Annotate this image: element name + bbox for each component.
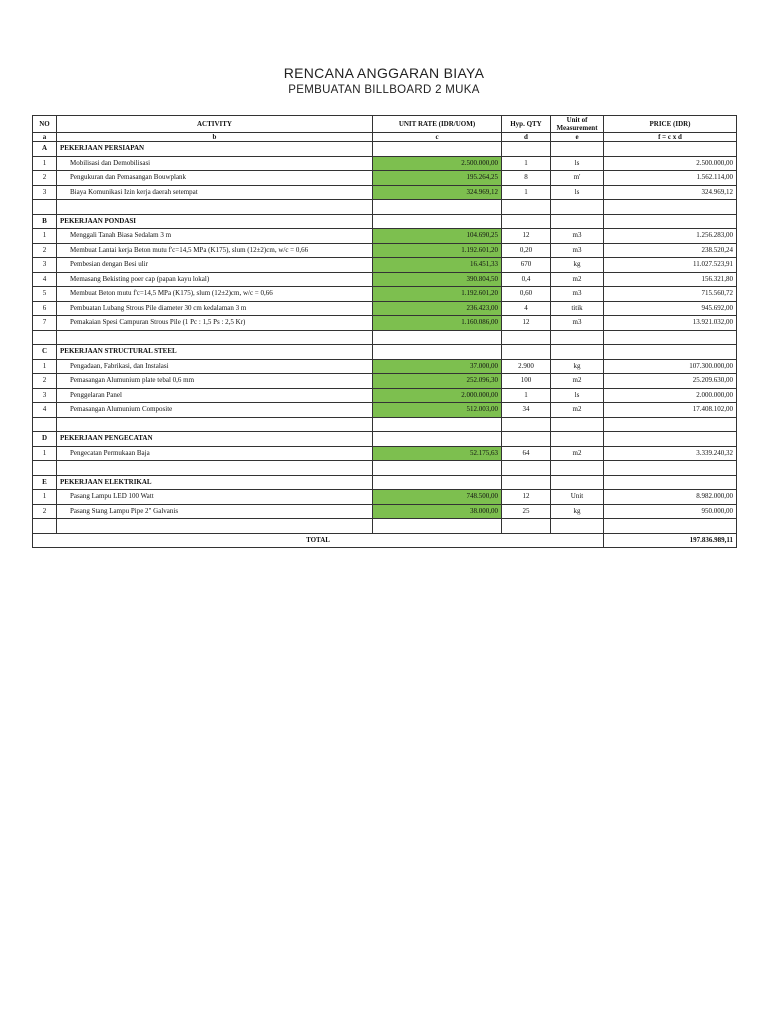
- item-unit-rate: 1.192.601,20: [373, 243, 502, 258]
- table-row: [33, 171, 737, 186]
- item-qty: 8: [502, 171, 551, 186]
- total-row: [33, 533, 737, 548]
- table-row: [33, 388, 737, 403]
- item-no: 5: [33, 287, 57, 302]
- item-price: 13.921.032,00: [604, 316, 737, 331]
- empty-cell: [604, 475, 737, 490]
- section-code: D: [33, 432, 57, 447]
- item-qty: 1: [502, 185, 551, 200]
- item-unit-rate: 748.500,00: [373, 490, 502, 505]
- section-row: [33, 475, 737, 490]
- item-price: 11.027.523,91: [604, 258, 737, 273]
- subheader-row: [33, 133, 737, 142]
- empty-cell: [551, 475, 604, 490]
- item-price: 715.560,72: [604, 287, 737, 302]
- item-price: 2.500.000,00: [604, 156, 737, 171]
- empty-cell: [33, 519, 57, 534]
- item-price: 107.300.000,00: [604, 359, 737, 374]
- item-uom: m2: [551, 403, 604, 418]
- empty-cell: [604, 519, 737, 534]
- item-price: 3.339.240,32: [604, 446, 737, 461]
- spacer-row: [33, 461, 737, 476]
- table-row: [33, 446, 737, 461]
- subheader-no: a: [33, 133, 57, 142]
- item-uom: m2: [551, 374, 604, 389]
- empty-cell: [502, 461, 551, 476]
- item-unit-rate: 195.264,25: [373, 171, 502, 186]
- spacer-row: [33, 200, 737, 215]
- item-price: 945.692,00: [604, 301, 737, 316]
- empty-cell: [604, 330, 737, 345]
- section-name: PEKERJAAN ELEKTRIKAL: [57, 475, 373, 490]
- item-unit-rate: 252.096,30: [373, 374, 502, 389]
- empty-cell: [604, 142, 737, 157]
- empty-cell: [551, 200, 604, 215]
- subheader-qty: d: [502, 133, 551, 142]
- empty-cell: [57, 461, 373, 476]
- empty-cell: [373, 330, 502, 345]
- total-value: 197.836.989,11: [604, 533, 737, 548]
- item-activity: Mobilisasi dan Demobilisasi: [57, 156, 373, 171]
- item-activity: Memasang Bekisting poer cap (papan kayu lokal): [57, 272, 373, 287]
- item-activity: Pemasangan Alumunium Composite: [57, 403, 373, 418]
- empty-cell: [57, 200, 373, 215]
- item-qty: 0,60: [502, 287, 551, 302]
- item-price: 25.209.630,00: [604, 374, 737, 389]
- item-activity: Membuat Lantai kerja Beton mutu f'c=14,5 MPa (K175), slum (12±2)cm, w/c = 0,66: [57, 243, 373, 258]
- item-qty: 670: [502, 258, 551, 273]
- item-price: 17.408.102,00: [604, 403, 737, 418]
- empty-cell: [57, 330, 373, 345]
- empty-cell: [33, 200, 57, 215]
- empty-cell: [373, 214, 502, 229]
- item-unit-rate: 38.000,00: [373, 504, 502, 519]
- item-qty: 12: [502, 229, 551, 244]
- item-unit-rate: 512.003,00: [373, 403, 502, 418]
- section-name: PEKERJAAN PENGECATAN: [57, 432, 373, 447]
- empty-cell: [373, 519, 502, 534]
- empty-cell: [33, 461, 57, 476]
- header-qty: Hyp. QTY: [502, 116, 551, 133]
- section-code: A: [33, 142, 57, 157]
- item-qty: 34: [502, 403, 551, 418]
- empty-cell: [551, 432, 604, 447]
- item-unit-rate: 1.160.086,00: [373, 316, 502, 331]
- empty-cell: [373, 200, 502, 215]
- item-price: 1.562.114,00: [604, 171, 737, 186]
- header-row: [33, 116, 737, 133]
- item-price: 324.969,12: [604, 185, 737, 200]
- item-uom: m3: [551, 243, 604, 258]
- empty-cell: [373, 432, 502, 447]
- section-row: [33, 214, 737, 229]
- empty-cell: [604, 432, 737, 447]
- empty-cell: [57, 417, 373, 432]
- item-uom: ls: [551, 185, 604, 200]
- item-activity: Pengecatan Permukaan Baja: [57, 446, 373, 461]
- item-price: 2.000.000,00: [604, 388, 737, 403]
- item-activity: Pemakaian Spesi Campuran Strous Pile (1 Pc : 1,5 Ps : 2,5 Kr): [57, 316, 373, 331]
- section-code: C: [33, 345, 57, 360]
- empty-cell: [502, 214, 551, 229]
- document-subtitle: PEMBUATAN BILLBOARD 2 MUKA: [288, 84, 480, 96]
- empty-cell: [551, 330, 604, 345]
- item-unit-rate: 52.175,63: [373, 446, 502, 461]
- empty-cell: [373, 345, 502, 360]
- empty-cell: [502, 417, 551, 432]
- empty-cell: [502, 432, 551, 447]
- item-no: 2: [33, 171, 57, 186]
- item-uom: m3: [551, 316, 604, 331]
- item-price: 1.256.283,00: [604, 229, 737, 244]
- empty-cell: [551, 519, 604, 534]
- empty-cell: [502, 142, 551, 157]
- item-uom: ls: [551, 388, 604, 403]
- item-no: 1: [33, 156, 57, 171]
- item-unit-rate: 37.000,00: [373, 359, 502, 374]
- section-row: [33, 345, 737, 360]
- item-uom: m2: [551, 272, 604, 287]
- table-row: [33, 258, 737, 273]
- item-price: 156.321,80: [604, 272, 737, 287]
- budget-table: [32, 115, 737, 548]
- section-code: E: [33, 475, 57, 490]
- spacer-row: [33, 330, 737, 345]
- item-no: 2: [33, 504, 57, 519]
- item-qty: 4: [502, 301, 551, 316]
- empty-cell: [502, 519, 551, 534]
- empty-cell: [551, 345, 604, 360]
- empty-cell: [502, 345, 551, 360]
- empty-cell: [604, 345, 737, 360]
- item-qty: 100: [502, 374, 551, 389]
- header-unit-rate: UNIT RATE (IDR/UOM): [373, 116, 502, 133]
- item-activity: Penggelaran Panel: [57, 388, 373, 403]
- item-unit-rate: 2.500.000,00: [373, 156, 502, 171]
- total-label: TOTAL: [33, 533, 604, 548]
- empty-cell: [604, 417, 737, 432]
- subheader-activity: b: [57, 133, 373, 142]
- item-price: 8.982.000,00: [604, 490, 737, 505]
- item-no: 2: [33, 374, 57, 389]
- item-activity: Pengadaan, Fabrikasi, dan Instalasi: [57, 359, 373, 374]
- item-qty: 12: [502, 316, 551, 331]
- item-no: 7: [33, 316, 57, 331]
- table-row: [33, 359, 737, 374]
- item-qty: 1: [502, 156, 551, 171]
- table-row: [33, 229, 737, 244]
- table-row: [33, 403, 737, 418]
- empty-cell: [373, 417, 502, 432]
- item-price: 238.520,24: [604, 243, 737, 258]
- item-unit-rate: 390.804,50: [373, 272, 502, 287]
- item-no: 1: [33, 490, 57, 505]
- table-body: [33, 142, 737, 534]
- table-row: [33, 316, 737, 331]
- empty-cell: [373, 475, 502, 490]
- item-uom: m3: [551, 229, 604, 244]
- empty-cell: [502, 200, 551, 215]
- item-activity: Pemasangan Alumunium plate tebal 0,6 mm: [57, 374, 373, 389]
- item-no: 3: [33, 258, 57, 273]
- item-price: 950.000,00: [604, 504, 737, 519]
- item-activity: Pasang Stang Lampu Pipe 2" Galvanis: [57, 504, 373, 519]
- item-no: 1: [33, 359, 57, 374]
- section-row: [33, 432, 737, 447]
- empty-cell: [551, 417, 604, 432]
- item-no: 6: [33, 301, 57, 316]
- table-row: [33, 374, 737, 389]
- empty-cell: [604, 214, 737, 229]
- header-activity: ACTIVITY: [57, 116, 373, 133]
- header-uom: Unit of Measurement: [551, 116, 604, 133]
- spacer-row: [33, 519, 737, 534]
- empty-cell: [33, 330, 57, 345]
- item-no: 1: [33, 446, 57, 461]
- empty-cell: [551, 461, 604, 476]
- table-row: [33, 272, 737, 287]
- subheader-price: f = c x d: [604, 133, 737, 142]
- table-row: [33, 156, 737, 171]
- item-qty: 1: [502, 388, 551, 403]
- item-uom: kg: [551, 258, 604, 273]
- item-uom: titik: [551, 301, 604, 316]
- section-code: B: [33, 214, 57, 229]
- item-qty: 25: [502, 504, 551, 519]
- item-uom: m2: [551, 446, 604, 461]
- item-activity: Menggali Tanah Biasa Sedalam 3 m: [57, 229, 373, 244]
- item-qty: 0,4: [502, 272, 551, 287]
- section-name: PEKERJAAN PERSIAPAN: [57, 142, 373, 157]
- table-row: [33, 490, 737, 505]
- empty-cell: [604, 200, 737, 215]
- header-no: NO: [33, 116, 57, 133]
- item-uom: Unit: [551, 490, 604, 505]
- table-row: [33, 504, 737, 519]
- empty-cell: [373, 142, 502, 157]
- section-name: PEKERJAAN STRUCTURAL STEEL: [57, 345, 373, 360]
- empty-cell: [502, 330, 551, 345]
- item-uom: kg: [551, 504, 604, 519]
- item-uom: kg: [551, 359, 604, 374]
- item-qty: 0,20: [502, 243, 551, 258]
- empty-cell: [373, 461, 502, 476]
- table-row: [33, 243, 737, 258]
- item-uom: m': [551, 171, 604, 186]
- spacer-row: [33, 417, 737, 432]
- item-unit-rate: 324.969,12: [373, 185, 502, 200]
- item-activity: Pengukuran dan Pemasangan Bouwplank: [57, 171, 373, 186]
- empty-cell: [551, 142, 604, 157]
- empty-cell: [604, 461, 737, 476]
- item-qty: 12: [502, 490, 551, 505]
- item-no: 2: [33, 243, 57, 258]
- item-unit-rate: 2.000.000,00: [373, 388, 502, 403]
- item-no: 3: [33, 185, 57, 200]
- item-qty: 64: [502, 446, 551, 461]
- item-no: 4: [33, 403, 57, 418]
- empty-cell: [502, 475, 551, 490]
- item-no: 3: [33, 388, 57, 403]
- section-row: [33, 142, 737, 157]
- item-activity: Pembesian dengan Besi ulir: [57, 258, 373, 273]
- empty-cell: [57, 519, 373, 534]
- item-activity: Pembuatan Lubang Strous Pile diameter 30 cm kedalaman 3 m: [57, 301, 373, 316]
- table-row: [33, 301, 737, 316]
- document-title: RENCANA ANGGARAN BIAYA: [283, 65, 485, 81]
- item-unit-rate: 104.690,25: [373, 229, 502, 244]
- empty-cell: [33, 417, 57, 432]
- item-uom: ls: [551, 156, 604, 171]
- item-no: 4: [33, 272, 57, 287]
- table-row: [33, 287, 737, 302]
- section-name: PEKERJAAN PONDASI: [57, 214, 373, 229]
- subheader-uom: e: [551, 133, 604, 142]
- item-uom: m3: [551, 287, 604, 302]
- item-unit-rate: 236.423,00: [373, 301, 502, 316]
- item-activity: Pasang Lampu LED 100 Watt: [57, 490, 373, 505]
- item-unit-rate: 1.192.601,20: [373, 287, 502, 302]
- item-activity: Biaya Komunikasi Izin kerja daerah setempat: [57, 185, 373, 200]
- header-price: PRICE (IDR): [604, 116, 737, 133]
- item-qty: 2.900: [502, 359, 551, 374]
- table-row: [33, 185, 737, 200]
- item-no: 1: [33, 229, 57, 244]
- item-unit-rate: 16.451,33: [373, 258, 502, 273]
- item-activity: Membuat Beton mutu f'c=14,5 MPa (K175), slum (12±2)cm, w/c = 0,66: [57, 287, 373, 302]
- subheader-unit-rate: c: [373, 133, 502, 142]
- empty-cell: [551, 214, 604, 229]
